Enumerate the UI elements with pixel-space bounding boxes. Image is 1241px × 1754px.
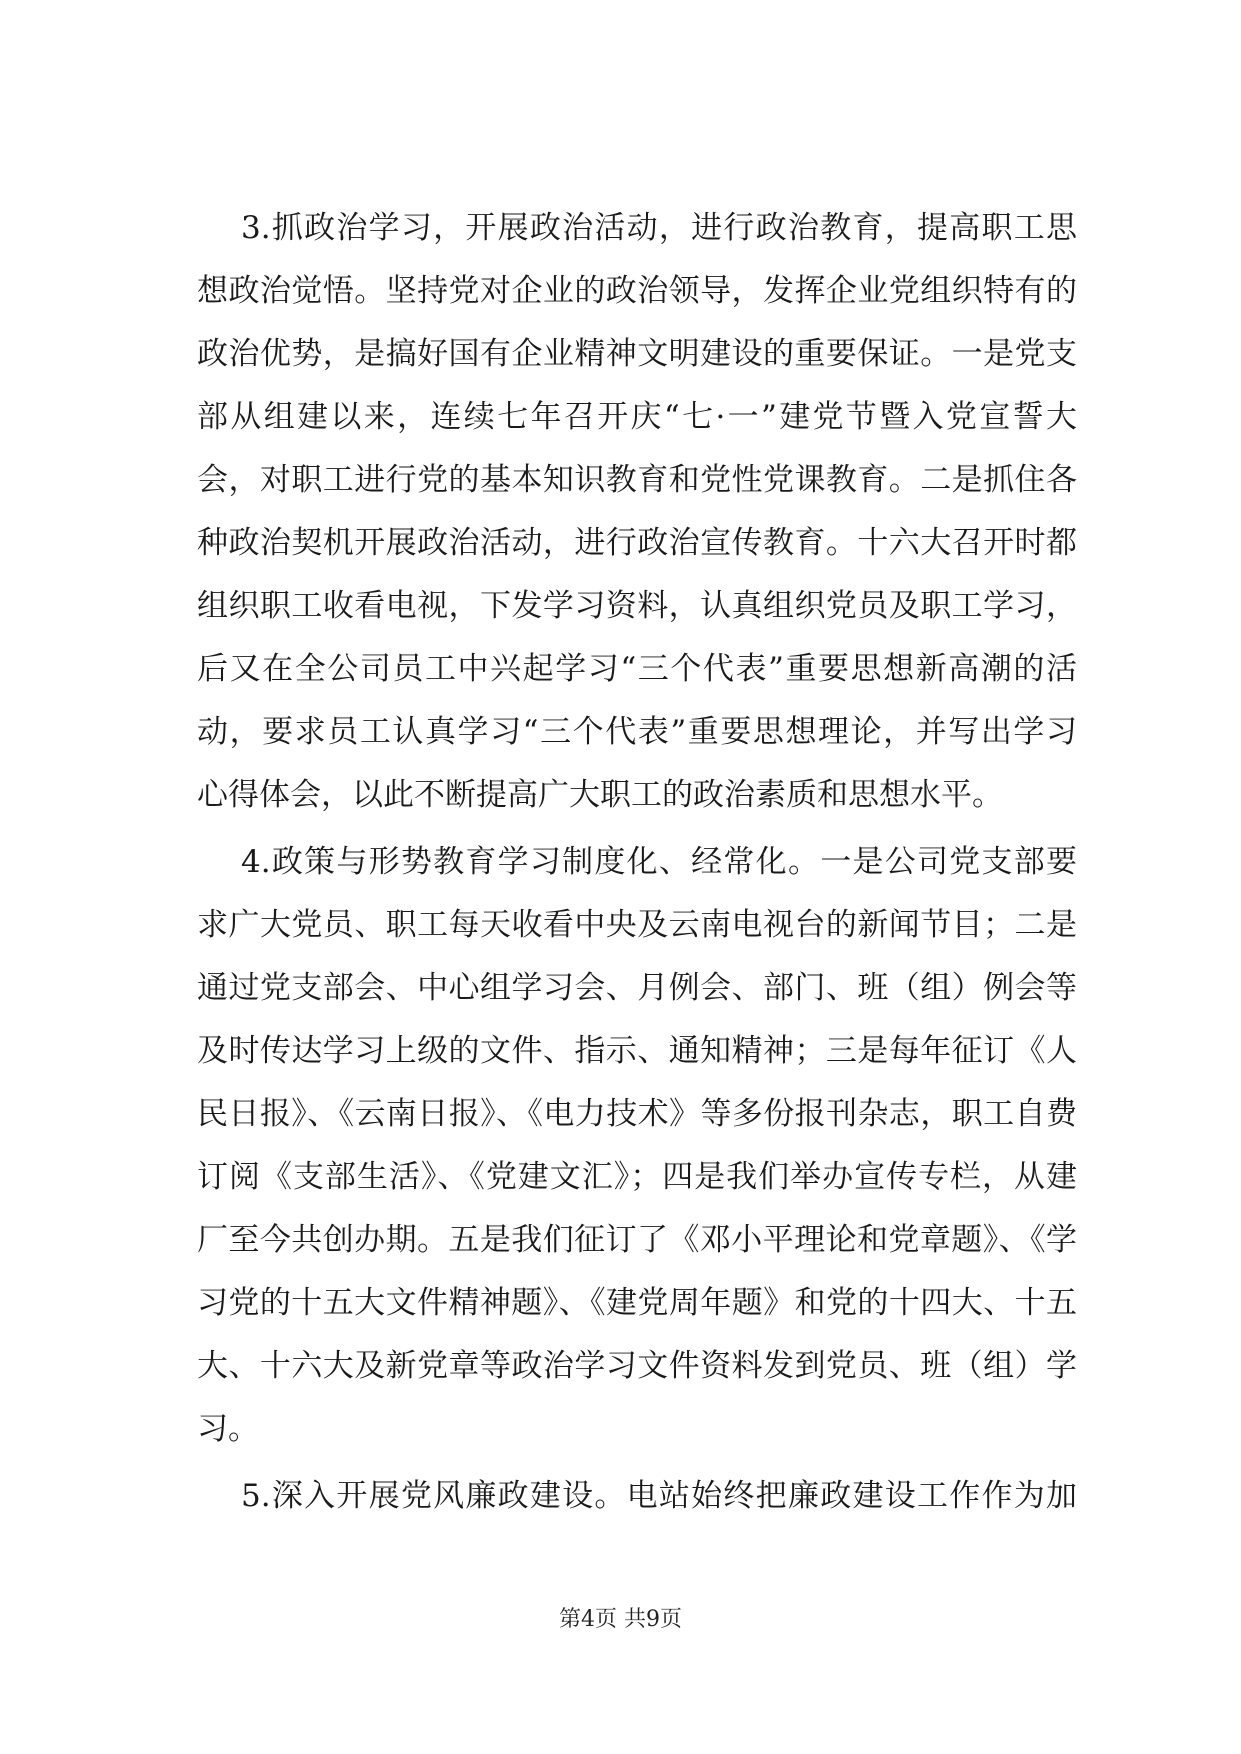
text-line: 组织职工收看电视，下发学习资料，认真组织党员及职工学习， (197, 588, 1077, 624)
text-line: 订阅《支部生活》、《党建文汇》；四是我们举办宣传专栏，从建 (197, 1159, 1077, 1195)
text-line: 3.抓政治学习，开展政治活动，进行政治教育，提高职工思 (241, 210, 1077, 246)
text-line: 大、十六大及新党章等政治学习文件资料发到党员、班（组）学 (197, 1348, 1077, 1384)
text-line: 心得体会，以此不断提高广大职工的政治素质和思想水平。 (197, 777, 1003, 813)
text-line: 部从组建以来，连续七年召开庆“七·一”建党节暨入党宣誓大 (197, 399, 1077, 435)
text-line: 动，要求员工认真学习“三个代表”重要思想理论，并写出学习 (197, 714, 1077, 750)
text-line: 民日报》、《云南日报》、《电力技术》等多份报刊杂志，职工自费 (197, 1096, 1077, 1132)
text-line: 政治优势，是搞好国有企业精神文明建设的重要保证。一是党支 (197, 336, 1077, 372)
text-line: 想政治觉悟。坚持党对企业的政治领导，发挥企业党组织特有的 (197, 273, 1077, 309)
text-line: 种政治契机开展政治活动，进行政治宣传教育。十六大召开时都 (197, 525, 1077, 561)
text-line: 求广大党员、职工每天收看中央及云南电视台的新闻节目；二是 (197, 907, 1077, 943)
text-line: 后又在全公司员工中兴起学习“三个代表”重要思想新高潮的活 (197, 651, 1077, 687)
text-line: 4.政策与形势教育学习制度化、经常化。一是公司党支部要 (241, 844, 1077, 880)
text-line: 厂至今共创办期。五是我们征订了《邓小平理论和党章题》、《学 (197, 1222, 1077, 1258)
page-number-footer: 第4页 共9页 (559, 1607, 682, 1632)
text-line: 习。 (197, 1411, 259, 1447)
text-line: 习党的十五大文件精神题》、《建党周年题》和党的十四大、十五 (197, 1285, 1077, 1321)
text-line: 通过党支部会、中心组学习会、月例会、部门、班（组）例会等 (197, 970, 1077, 1006)
text-line: 5.深入开展党风廉政建设。电站始终把廉政建设工作作为加 (241, 1478, 1077, 1514)
text-line: 会，对职工进行党的基本知识教育和党性党课教育。二是抓住各 (197, 462, 1077, 498)
text-line: 及时传达学习上级的文件、指示、通知精神；三是每年征订《人 (197, 1033, 1077, 1069)
